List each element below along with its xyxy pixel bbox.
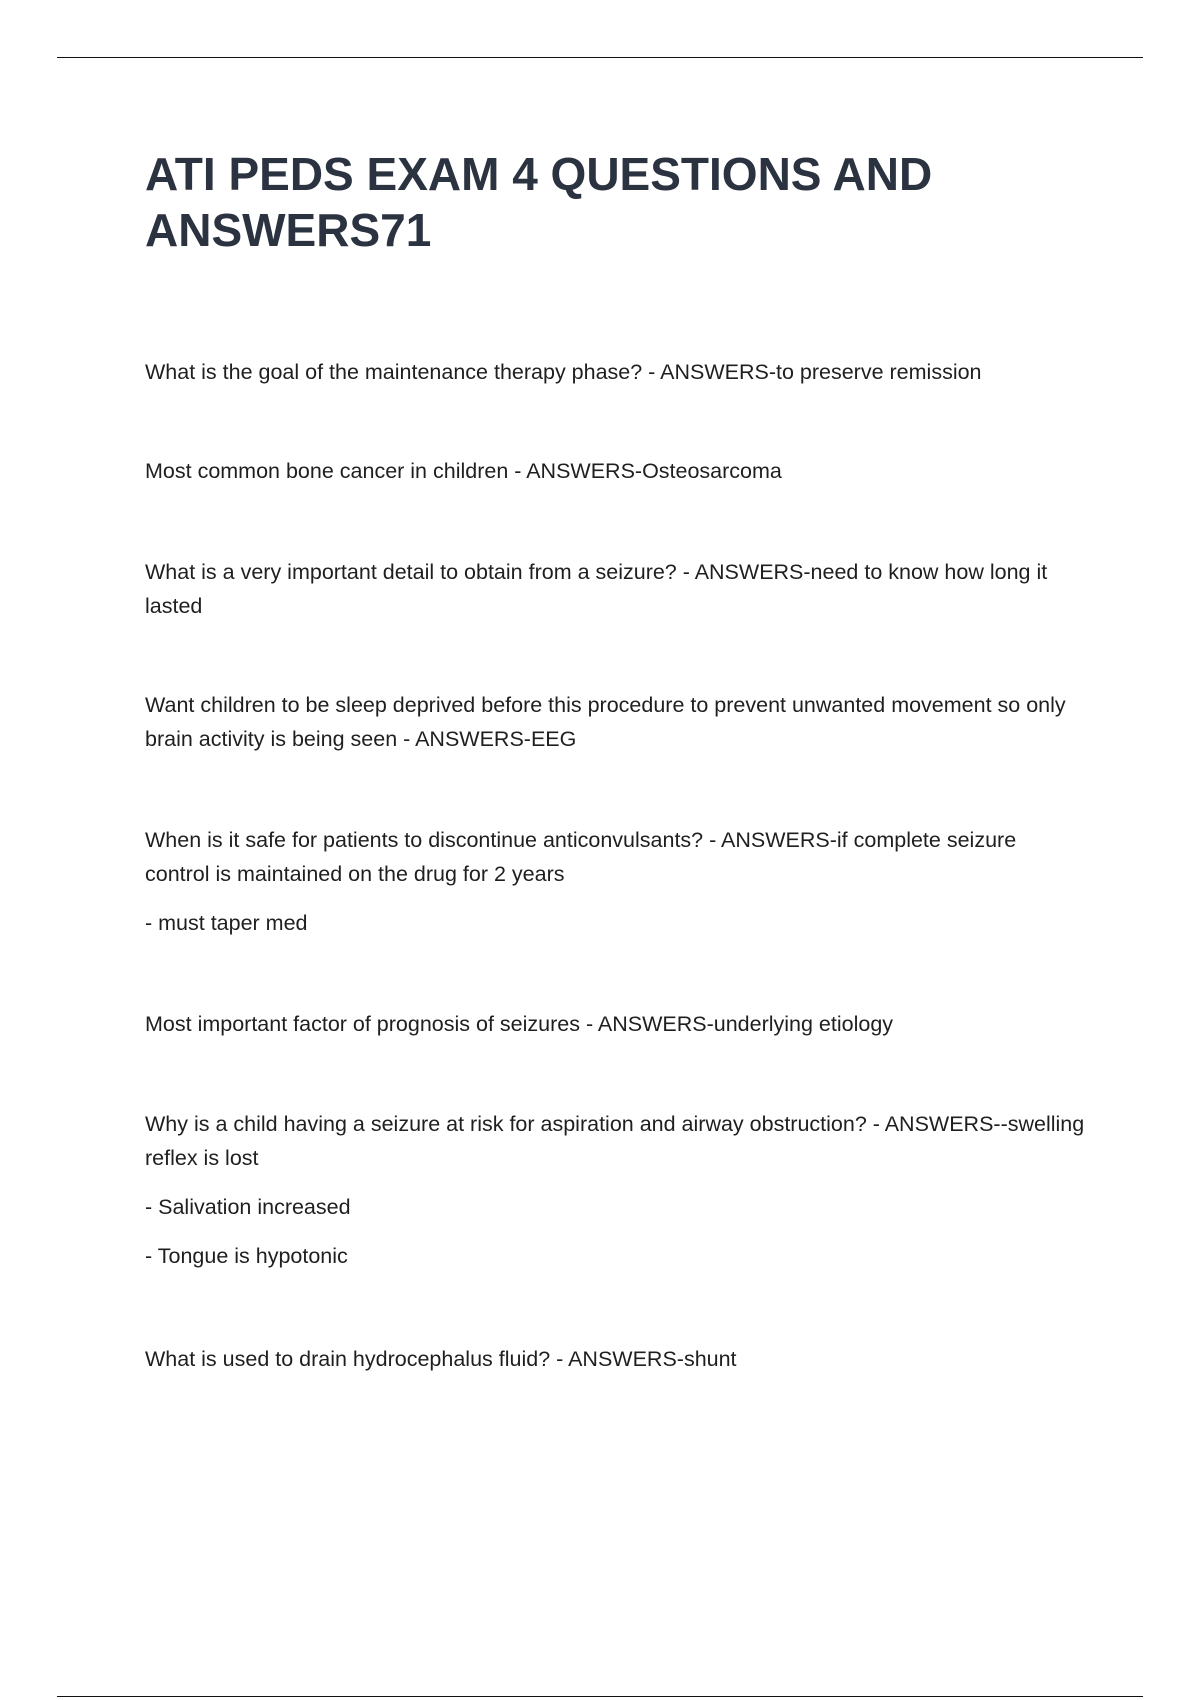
qa-entry-4 <box>145 688 1085 756</box>
qa-text: When is it safe for patients to discontinue anticonvulsants? - ANSWERS-if complete seizure control is maintained on the drug for 2 years <box>145 828 1017 886</box>
top-divider <box>57 57 1143 58</box>
qa-entry-8 <box>145 1342 1085 1376</box>
qa-entry-1 <box>145 355 1085 389</box>
qa-text: Most common bone cancer in children - ANSWERS-Osteosarcoma <box>145 459 782 483</box>
qa-entry-6 <box>145 1007 1085 1041</box>
qa-sub-point: - Tongue is hypotonic <box>145 1244 348 1268</box>
qa-text: What is the goal of the maintenance therapy phase? - ANSWERS-to preserve remission <box>145 360 982 384</box>
document-title: ATI PEDS EXAM 4 QUESTIONS AND ANSWERS71 <box>145 148 933 256</box>
qa-entry-2 <box>145 454 1085 488</box>
qa-sub-point: - must taper med <box>145 911 308 935</box>
qa-text: Why is a child having a seizure at risk for aspiration and airway obstruction? - ANSWERS--swelling reflex is lost <box>145 1112 1085 1170</box>
qa-entry-7 <box>145 1107 1085 1273</box>
qa-entry-3 <box>145 555 1085 623</box>
bottom-divider <box>57 1696 1143 1697</box>
qa-text: What is used to drain hydrocephalus fluid? - ANSWERS-shunt <box>145 1347 737 1371</box>
qa-entry-5 <box>145 823 1085 940</box>
qa-text: What is a very important detail to obtain from a seizure? - ANSWERS-need to know how long it lasted <box>145 560 1048 618</box>
qa-text: Want children to be sleep deprived before this procedure to prevent unwanted movement so only brain activity is being seen - ANSWERS-EEG <box>145 693 1066 751</box>
qa-sub-point: - Salivation increased <box>145 1195 351 1219</box>
qa-text: Most important factor of prognosis of seizures - ANSWERS-underlying etiology <box>145 1012 894 1036</box>
